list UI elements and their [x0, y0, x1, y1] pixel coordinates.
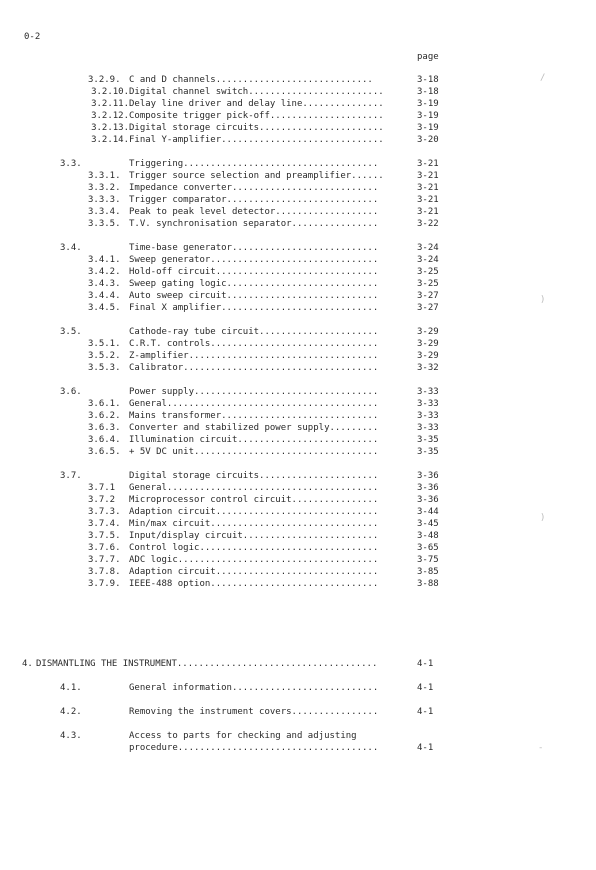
toc-entry-title: Final X amplifier.............................	[129, 303, 379, 313]
toc-entry-page: 3-21	[417, 159, 439, 169]
toc-entry-page: 3-36	[417, 495, 439, 505]
toc-entry-number: 3.6.3.	[88, 423, 121, 433]
toc-entry-number: 3.3.5.	[88, 219, 121, 229]
toc-entry-title: Digital channel switch.........................	[129, 87, 384, 97]
toc-entry-number: 4.3.	[60, 731, 82, 741]
toc-entry-page: 3-25	[417, 279, 439, 289]
toc-entry-title: Hold-off circuit..............................	[129, 267, 379, 277]
toc-entry-page: 3-45	[417, 519, 439, 529]
toc-entry-title: Digital storage circuits......................	[129, 471, 379, 481]
toc-entry-page: 3-35	[417, 435, 439, 445]
toc-entry-number: 3.3.1.	[88, 171, 121, 181]
toc-entry-number: 3.2.14.	[91, 135, 129, 145]
toc-entry-page: 3-65	[417, 543, 439, 553]
scan-mark: )	[540, 295, 546, 305]
toc-entry-title: Access to parts for checking and adjusting	[129, 731, 357, 741]
toc-entry-title: Mains transformer.............................	[129, 411, 379, 421]
toc-entry-number: 3.4.	[60, 243, 82, 253]
toc-entry-title: Min/max circuit...............................	[129, 519, 379, 529]
toc-entry-page: 3-48	[417, 531, 439, 541]
toc-entry-number: 3.6.2.	[88, 411, 121, 421]
toc-entry-title: Input/display circuit.........................	[129, 531, 379, 541]
toc-entry-title: Z-amplifier...................................	[129, 351, 379, 361]
toc-entry-title: Peak to peak level detector...................	[129, 207, 379, 217]
toc-entry-title: Digital storage circuits.......................	[129, 123, 384, 133]
toc-entry-number: 3.7.1	[88, 483, 116, 493]
toc-entry-title: Adaption circuit..............................	[129, 567, 379, 577]
toc-entry-page: 3-36	[417, 483, 439, 493]
toc-entry-number: 3.3.	[60, 159, 82, 169]
toc-entry-page: 3-36	[417, 471, 439, 481]
toc-entry-page: 4-1	[417, 659, 434, 669]
toc-entry-title: Cathode-ray tube circuit......................	[129, 327, 379, 337]
toc-entry-number: 3.2.9.	[88, 75, 121, 85]
toc-entry-number: 3.3.4.	[88, 207, 121, 217]
toc-entry-page: 3-29	[417, 351, 439, 361]
toc-entry-page: 3-25	[417, 267, 439, 277]
toc-entry-title: Sweep generator...............................	[129, 255, 379, 265]
toc-entry-title: Trigger source selection and preamplifier......	[129, 171, 384, 181]
toc-entry-page: 3-35	[417, 447, 439, 457]
toc-entry-title: Control logic.................................	[129, 543, 379, 553]
toc-entry-title: Trigger comparator............................	[129, 195, 379, 205]
toc-entry-page: 3-32	[417, 363, 439, 373]
toc-entry-number: 3.5.3.	[88, 363, 121, 373]
toc-entry-page: 3-75	[417, 555, 439, 565]
toc-entry-title: ADC logic.....................................	[129, 555, 379, 565]
toc-entry-title: procedure.....................................	[129, 743, 379, 753]
toc-entry-number: 3.7.7.	[88, 555, 121, 565]
toc-entry-title: Calibrator....................................	[129, 363, 379, 373]
toc-entry-title: General.......................................	[129, 399, 379, 409]
scan-mark: -	[538, 743, 544, 753]
toc-entry-title: Illumination circuit..........................	[129, 435, 379, 445]
toc-entry-title: General.......................................	[129, 483, 379, 493]
toc-entry-page: 3-22	[417, 219, 439, 229]
toc-entry-number: 3.3.2.	[88, 183, 121, 193]
toc-entry-number: 3.4.5.	[88, 303, 121, 313]
toc-entry-number: 3.2.11.	[91, 99, 129, 109]
toc-entry-page: 3-33	[417, 387, 439, 397]
toc-entry-title: Removing the instrument covers................	[129, 707, 379, 717]
toc-entry-page: 3-19	[417, 99, 439, 109]
toc-entry-title: General information...........................	[129, 683, 379, 693]
toc-entry-title: Impedance converter...........................	[129, 183, 379, 193]
toc-entry-number: 3.7.8.	[88, 567, 121, 577]
toc-entry-number: 3.6.1.	[88, 399, 121, 409]
toc-entry-title: Final Y-amplifier..............................	[129, 135, 384, 145]
toc-entry-page: 4-1	[417, 683, 434, 693]
toc-entry-number: 3.4.1.	[88, 255, 121, 265]
toc-entry-number: 3.6.	[60, 387, 82, 397]
toc-entry-title: C and D channels.............................	[129, 75, 373, 85]
toc-entry-page: 3-29	[417, 339, 439, 349]
toc-entry-number: 3.5.1.	[88, 339, 121, 349]
toc-entry-title: + 5V DC unit..................................	[129, 447, 379, 457]
toc-entry-title: Power supply..................................	[129, 387, 379, 397]
toc-entry-page: 3-18	[417, 75, 439, 85]
toc-entry-number: 4.	[22, 659, 33, 669]
toc-entry-page: 3-27	[417, 303, 439, 313]
toc-entry-title: IEEE-488 option...............................	[129, 579, 379, 589]
toc-entry-title: Adaption circuit..............................	[129, 507, 379, 517]
toc-entry-number: 3.2.12.	[91, 111, 129, 121]
toc-entry-page: 3-33	[417, 399, 439, 409]
toc-entry-title: C.R.T. controls...............................	[129, 339, 379, 349]
toc-entry-number: 3.7.5.	[88, 531, 121, 541]
toc-entry-title: T.V. synchronisation separator................	[129, 219, 379, 229]
toc-entry-number: 3.2.13.	[91, 123, 129, 133]
toc-entry-page: 3-18	[417, 87, 439, 97]
toc-entry-title: Sweep gating logic............................	[129, 279, 379, 289]
toc-entry-page: 3-24	[417, 243, 439, 253]
toc-entry-page: 3-44	[417, 507, 439, 517]
toc-entry-page: 3-24	[417, 255, 439, 265]
toc-entry-number: 3.2.10.	[91, 87, 129, 97]
toc-entry-title: Auto sweep circuit............................	[129, 291, 379, 301]
toc-entry-page: 4-1	[417, 707, 434, 717]
toc-entry-number: 3.7.4.	[88, 519, 121, 529]
toc-entry-page: 3-29	[417, 327, 439, 337]
toc-entry-page: 3-33	[417, 423, 439, 433]
scan-mark: )	[540, 513, 546, 523]
toc-entry-number: 3.4.2.	[88, 267, 121, 277]
toc-entry-number: 4.1.	[60, 683, 82, 693]
toc-entry-number: 4.2.	[60, 707, 82, 717]
toc-entry-number: 3.7.9.	[88, 579, 121, 589]
toc-entry-number: 3.6.4.	[88, 435, 121, 445]
page-column-label: page	[417, 52, 439, 62]
toc-entry-title: Microprocessor control circuit................	[129, 495, 379, 505]
toc-entry-page: 3-21	[417, 171, 439, 181]
toc-entry-page: 3-33	[417, 411, 439, 421]
toc-entry-title: Triggering....................................	[129, 159, 379, 169]
toc-entry-title: Composite trigger pick-off.....................	[129, 111, 384, 121]
toc-entry-page: 3-88	[417, 579, 439, 589]
page-identifier: 0-2	[24, 32, 41, 42]
toc-entry-number: 3.3.3.	[88, 195, 121, 205]
toc-entry-page: 4-1	[417, 743, 434, 753]
toc-entry-number: 3.7.3.	[88, 507, 121, 517]
toc-entry-number: 3.4.4.	[88, 291, 121, 301]
toc-entry-page: 3-19	[417, 123, 439, 133]
scan-mark: /	[540, 73, 546, 83]
toc-entry-title: Converter and stabilized power supply.........	[129, 423, 379, 433]
toc-entry-page: 3-85	[417, 567, 439, 577]
toc-entry-number: 3.6.5.	[88, 447, 121, 457]
toc-entry-number: 3.7.6.	[88, 543, 121, 553]
toc-entry-number: 3.5.	[60, 327, 82, 337]
toc-entry-number: 3.5.2.	[88, 351, 121, 361]
toc-entry-page: 3-20	[417, 135, 439, 145]
toc-entry-title: Delay line driver and delay line...............	[129, 99, 384, 109]
toc-entry-page: 3-21	[417, 195, 439, 205]
toc-entry-page: 3-27	[417, 291, 439, 301]
toc-entry-page: 3-19	[417, 111, 439, 121]
toc-entry-number: 3.7.2	[88, 495, 116, 505]
toc-entry-title: DISMANTLING THE INSTRUMENT.....................................	[36, 659, 378, 669]
toc-entry-number: 3.7.	[60, 471, 82, 481]
toc-entry-number: 3.4.3.	[88, 279, 121, 289]
toc-entry-page: 3-21	[417, 207, 439, 217]
toc-entry-page: 3-21	[417, 183, 439, 193]
toc-entry-title: Time-base generator...........................	[129, 243, 379, 253]
